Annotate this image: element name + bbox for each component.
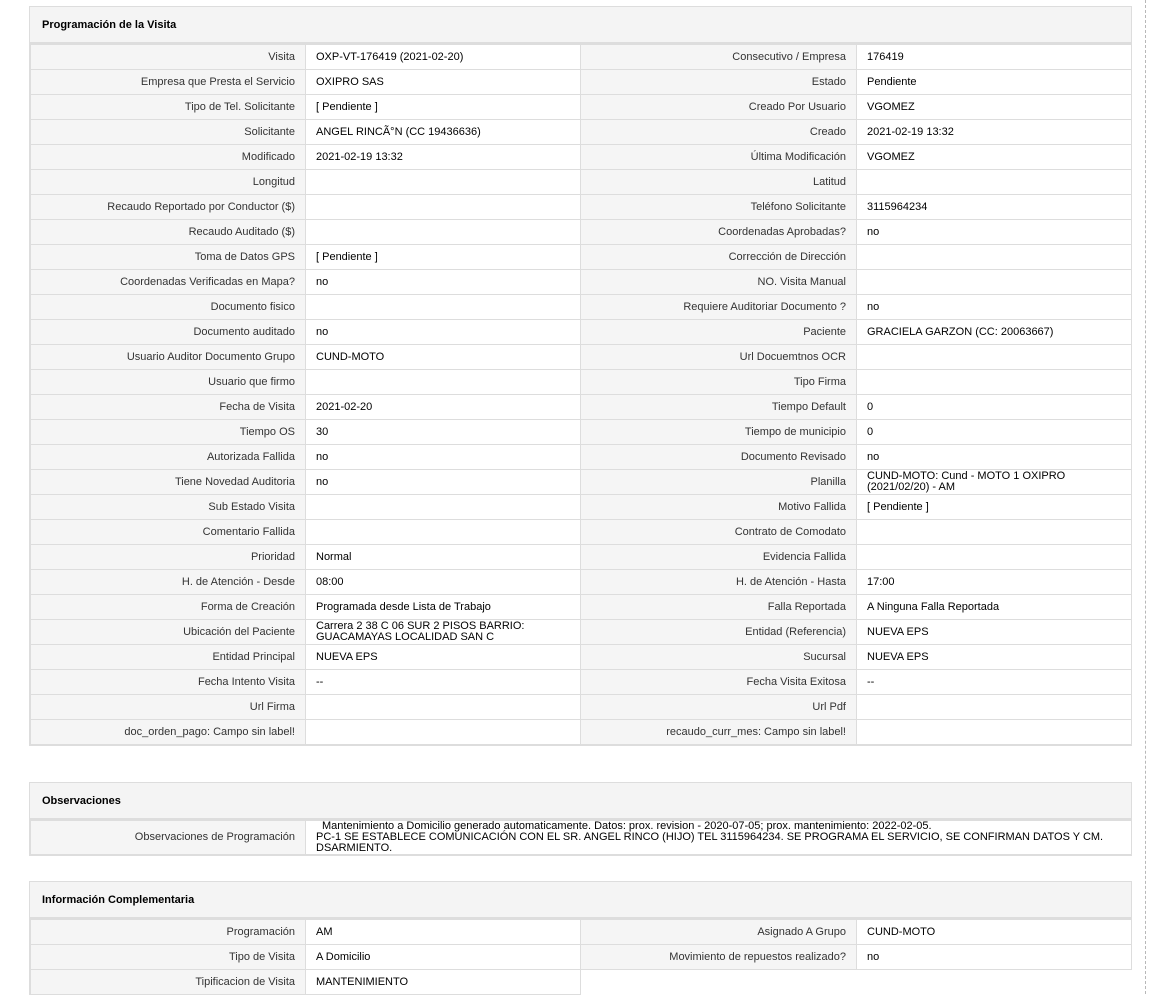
url-pdf-label: Url Pdf [581, 695, 857, 720]
falla-reportada-label: Falla Reportada [581, 595, 857, 620]
documento-fisico-value [306, 295, 581, 320]
empresa-que-presta-el-servicio-label: Empresa que Presta el Servicio [31, 70, 306, 95]
tipificacion-de-visita-value: MANTENIMIENTO [306, 970, 581, 995]
estado-label: Estado [581, 70, 857, 95]
usuario-auditor-documento-grupo-value: CUND-MOTO [306, 345, 581, 370]
form-row [31, 420, 1132, 445]
form-row [31, 595, 1132, 620]
planilla-label: Planilla [581, 470, 857, 495]
consecutivo-empresa-value: 176419 [857, 44, 1132, 70]
modificado-value: 2021-02-19 13:32 [306, 145, 581, 170]
toma-de-datos-gps-label: Toma de Datos GPS [31, 245, 306, 270]
contrato-de-comodato-label: Contrato de Comodato [581, 520, 857, 545]
entidad-principal-label: Entidad Principal [31, 645, 306, 670]
documento-revisado-value: no [857, 445, 1132, 470]
fecha-intento-visita-label: Fecha Intento Visita [31, 670, 306, 695]
observaciones-panel [29, 782, 1132, 856]
recaudo-reportado-por-conductor-label: Recaudo Reportado por Conductor ($) [31, 195, 306, 220]
form-row [31, 695, 1132, 720]
url-docuemtnos-ocr-label: Url Docuemtnos OCR [581, 345, 857, 370]
empresa-que-presta-el-servicio-value: OXIPRO SAS [306, 70, 581, 95]
toma-de-datos-gps-value: [ Pendiente ] [306, 245, 581, 270]
documento-revisado-label: Documento Revisado [581, 445, 857, 470]
form-row [31, 370, 1132, 395]
programacion-value: AM [306, 919, 581, 945]
form-row [31, 620, 1132, 645]
fecha-intento-visita-value: -- [306, 670, 581, 695]
h-de-atencion-desde-label: H. de Atención - Desde [31, 570, 306, 595]
coordenadas-verificadas-en-mapa-label: Coordenadas Verificadas en Mapa? [31, 270, 306, 295]
h-de-atencion-hasta-value: 17:00 [857, 570, 1132, 595]
paciente-value: GRACIELA GARZON (CC: 20063667) [857, 320, 1132, 345]
programacion-panel [29, 6, 1132, 746]
entidad-referencia-label: Entidad (Referencia) [581, 620, 857, 645]
creado-por-usuario-value: VGOMEZ [857, 95, 1132, 120]
usuario-que-firmo-label: Usuario que firmo [31, 370, 306, 395]
tiempo-default-value: 0 [857, 395, 1132, 420]
tipo-firma-label: Tipo Firma [581, 370, 857, 395]
requiere-auditoriar-documento-value: no [857, 295, 1132, 320]
tipo-de-tel-solicitante-label: Tipo de Tel. Solicitante [31, 95, 306, 120]
form-row [31, 295, 1132, 320]
asignado-a-grupo-value: CUND-MOTO [857, 919, 1132, 945]
observaciones-line-2: PC-1 SE ESTABLECE COMUNICACIÓN CON EL SR. ANGEL RINCO (HIJO) TEL 3115964234. SE PROGRAMA EL SERVICIO, SE CONFIRMAN DATOS Y CM. DSARMIENTO. [316, 831, 1104, 854]
comentario-fallida-value [306, 520, 581, 545]
tiene-novedad-auditoria-label: Tiene Novedad Auditoria [31, 470, 306, 495]
movimiento-de-repuestos-realizado-value: no [857, 945, 1132, 970]
sucursal-value: NUEVA EPS [857, 645, 1132, 670]
coordenadas-aprobadas-label: Coordenadas Aprobadas? [581, 220, 857, 245]
url-firma-value [306, 695, 581, 720]
sub-estado-visita-label: Sub Estado Visita [31, 495, 306, 520]
documento-auditado-value: no [306, 320, 581, 345]
falla-reportada-value: A Ninguna Falla Reportada [857, 595, 1132, 620]
correccion-de-direccion-label: Corrección de Dirección [581, 245, 857, 270]
usuario-que-firmo-value [306, 370, 581, 395]
longitud-label: Longitud [31, 170, 306, 195]
form-row [31, 70, 1132, 95]
form-row [31, 245, 1132, 270]
recaudo-auditado-label: Recaudo Auditado ($) [31, 220, 306, 245]
tiempo-default-label: Tiempo Default [581, 395, 857, 420]
sucursal-label: Sucursal [581, 645, 857, 670]
entidad-principal-value: NUEVA EPS [306, 645, 581, 670]
motivo-fallida-value: [ Pendiente ] [857, 495, 1132, 520]
observaciones-line-1: Mantenimiento a Domicilio generado automaticamente. Datos: prox. revision - 2020-07-05; prox. mantenimiento: 2022-02-05. [322, 820, 932, 832]
observaciones-row [31, 820, 1132, 855]
complementaria-title: Información Complementaria [30, 882, 1131, 918]
creado-label: Creado [581, 120, 857, 145]
tiene-novedad-auditoria-value: no [306, 470, 581, 495]
no-visita-manual-label: NO. Visita Manual [581, 270, 857, 295]
latitud-label: Latitud [581, 170, 857, 195]
url-firma-label: Url Firma [31, 695, 306, 720]
usuario-auditor-documento-grupo-label: Usuario Auditor Documento Grupo [31, 345, 306, 370]
recaudo-auditado-value [306, 220, 581, 245]
latitud-value [857, 170, 1132, 195]
visita-value: OXP-VT-176419 (2021-02-20) [306, 44, 581, 70]
observaciones-value [306, 820, 1132, 855]
paciente-label: Paciente [581, 320, 857, 345]
estado-value: Pendiente [857, 70, 1132, 95]
complementaria-panel [29, 881, 1132, 995]
ultima-modificacion-value: VGOMEZ [857, 145, 1132, 170]
form-row [31, 445, 1132, 470]
form-row [31, 145, 1132, 170]
autorizada-fallida-value: no [306, 445, 581, 470]
no-visita-manual-value [857, 270, 1132, 295]
programacion-table [30, 43, 1132, 745]
form-row [31, 195, 1132, 220]
requiere-auditoriar-documento-label: Requiere Auditoriar Documento ? [581, 295, 857, 320]
recaudo-curr-mes-campo-sin-label-label: recaudo_curr_mes: Campo sin label! [581, 720, 857, 745]
form-row [31, 545, 1132, 570]
evidencia-fallida-value [857, 545, 1132, 570]
form-row [31, 120, 1132, 145]
fecha-de-visita-label: Fecha de Visita [31, 395, 306, 420]
recaudo-curr-mes-campo-sin-label-value [857, 720, 1132, 745]
tipo-firma-value [857, 370, 1132, 395]
fecha-visita-exitosa-value: -- [857, 670, 1132, 695]
modificado-label: Modificado [31, 145, 306, 170]
ubicacion-del-paciente-label: Ubicación del Paciente [31, 620, 306, 645]
fecha-de-visita-value: 2021-02-20 [306, 395, 581, 420]
tiempo-de-municipio-value: 0 [857, 420, 1132, 445]
documento-fisico-label: Documento fisico [31, 295, 306, 320]
doc-orden-pago-campo-sin-label-label: doc_orden_pago: Campo sin label! [31, 720, 306, 745]
documento-auditado-label: Documento auditado [31, 320, 306, 345]
sub-estado-visita-value [306, 495, 581, 520]
form-row [31, 945, 1132, 970]
prioridad-value: Normal [306, 545, 581, 570]
programacion-title: Programación de la Visita [30, 7, 1131, 43]
tipo-de-tel-solicitante-value: [ Pendiente ] [306, 95, 581, 120]
tiempo-os-value: 30 [306, 420, 581, 445]
evidencia-fallida-label: Evidencia Fallida [581, 545, 857, 570]
form-row [31, 345, 1132, 370]
consecutivo-empresa-label: Consecutivo / Empresa [581, 44, 857, 70]
entidad-referencia-value: NUEVA EPS [857, 620, 1132, 645]
form-row [31, 919, 1132, 945]
forma-de-creacion-value: Programada desde Lista de Trabajo [306, 595, 581, 620]
solicitante-value: ANGEL RINCÃ°N (CC 19436636) [306, 120, 581, 145]
observaciones-label: Observaciones de Programación [31, 820, 306, 855]
url-pdf-value [857, 695, 1132, 720]
form-row [31, 220, 1132, 245]
form-row [31, 170, 1132, 195]
movimiento-de-repuestos-realizado-label: Movimiento de repuestos realizado? [581, 945, 857, 970]
tipo-de-visita-value: A Domicilio [306, 945, 581, 970]
tiempo-os-label: Tiempo OS [31, 420, 306, 445]
form-row [31, 44, 1132, 70]
form-row [31, 395, 1132, 420]
complementaria-table [30, 918, 1132, 995]
form-row [31, 570, 1132, 595]
autorizada-fallida-label: Autorizada Fallida [31, 445, 306, 470]
planilla-value: CUND-MOTO: Cund - MOTO 1 OXIPRO (2021/02/20) - AM [857, 470, 1132, 495]
creado-por-usuario-label: Creado Por Usuario [581, 95, 857, 120]
h-de-atencion-desde-value: 08:00 [306, 570, 581, 595]
empty-cell [581, 970, 1132, 995]
asignado-a-grupo-label: Asignado A Grupo [581, 919, 857, 945]
form-row [31, 645, 1132, 670]
form-row [31, 320, 1132, 345]
visita-label: Visita [31, 44, 306, 70]
prioridad-label: Prioridad [31, 545, 306, 570]
recaudo-reportado-por-conductor-value [306, 195, 581, 220]
forma-de-creacion-label: Forma de Creación [31, 595, 306, 620]
contrato-de-comodato-value [857, 520, 1132, 545]
url-docuemtnos-ocr-value [857, 345, 1132, 370]
solicitante-label: Solicitante [31, 120, 306, 145]
observaciones-title: Observaciones [30, 783, 1131, 819]
tiempo-de-municipio-label: Tiempo de municipio [581, 420, 857, 445]
form-row [31, 270, 1132, 295]
ultima-modificacion-label: Última Modificación [581, 145, 857, 170]
observaciones-table [30, 819, 1132, 855]
ubicacion-del-paciente-value: Carrera 2 38 C 06 SUR 2 PISOS BARRIO: GUACAMAYAS LOCALIDAD SAN C [306, 620, 581, 645]
form-row [31, 95, 1132, 120]
form-row [31, 520, 1132, 545]
programacion-label: Programación [31, 919, 306, 945]
tipo-de-visita-label: Tipo de Visita [31, 945, 306, 970]
form-row [31, 495, 1132, 520]
page-edge-divider [1145, 0, 1146, 994]
telefono-solicitante-label: Teléfono Solicitante [581, 195, 857, 220]
coordenadas-verificadas-en-mapa-value: no [306, 270, 581, 295]
form-row [31, 670, 1132, 695]
correccion-de-direccion-value [857, 245, 1132, 270]
motivo-fallida-label: Motivo Fallida [581, 495, 857, 520]
comentario-fallida-label: Comentario Fallida [31, 520, 306, 545]
doc-orden-pago-campo-sin-label-value [306, 720, 581, 745]
longitud-value [306, 170, 581, 195]
creado-value: 2021-02-19 13:32 [857, 120, 1132, 145]
form-row [31, 470, 1132, 495]
h-de-atencion-hasta-label: H. de Atención - Hasta [581, 570, 857, 595]
coordenadas-aprobadas-value: no [857, 220, 1132, 245]
tipificacion-de-visita-label: Tipificacion de Visita [31, 970, 306, 995]
fecha-visita-exitosa-label: Fecha Visita Exitosa [581, 670, 857, 695]
form-row [31, 720, 1132, 745]
form-row [31, 970, 1132, 995]
telefono-solicitante-value: 3115964234 [857, 195, 1132, 220]
